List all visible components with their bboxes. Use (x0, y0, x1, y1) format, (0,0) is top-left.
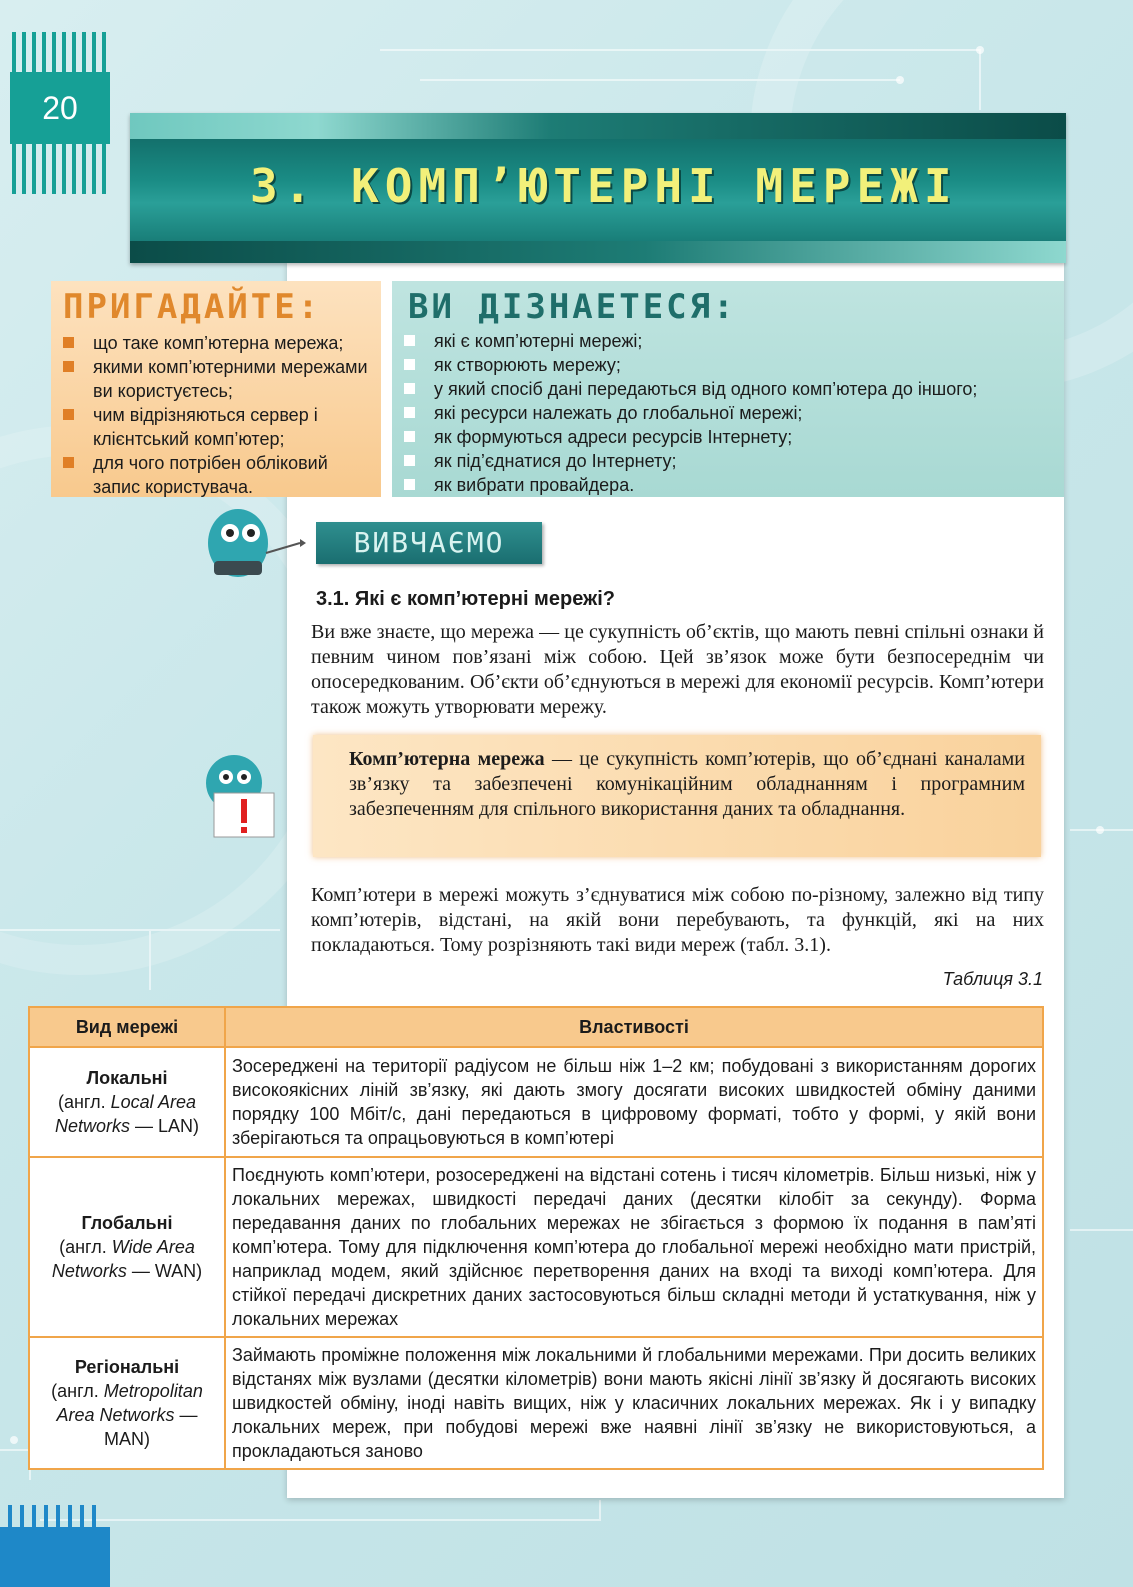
definition-text (349, 747, 1025, 822)
list-item: як створюють мережу; (402, 353, 1062, 377)
table-row (29, 1337, 1043, 1469)
definition-box (313, 735, 1041, 857)
table-row (29, 1047, 1043, 1157)
robot-mascot-icon (196, 503, 306, 595)
table-header-row (29, 1007, 1043, 1047)
column-header: Вид мережі (29, 1007, 225, 1047)
study-tag: ВИВЧАЄМО (316, 522, 542, 564)
list-item: які ресурси належать до глобальної мережі; (402, 401, 1062, 425)
column-header: Властивості (225, 1007, 1043, 1047)
chip-pins-top (10, 28, 110, 72)
definition-term: Комп’ютерна мережа (349, 748, 545, 770)
list-item: як під’єднатися до Інтернету; (402, 449, 1062, 473)
page-number: 20 (10, 72, 110, 144)
table-row (29, 1157, 1043, 1337)
chapter-title-banner (130, 113, 1066, 263)
chapter-title: 3. КОМП’ЮТЕРНІ МЕРЕЖІ (250, 159, 958, 213)
network-type-cell (29, 1157, 225, 1337)
section-heading: 3.1. Які є комп’ютерні мережі? (316, 588, 616, 610)
network-type-english: (англ. Local Area Networks — LAN) (54, 1092, 200, 1136)
title-bottom-strip (130, 241, 1066, 263)
chip-pins-bottom (10, 144, 110, 194)
chip-bottom-decoration (0, 1505, 110, 1587)
robot-exclamation-icon (200, 753, 280, 853)
network-type-name: Регіональні (74, 1357, 180, 1377)
remember-box (51, 281, 381, 497)
remember-list (61, 331, 379, 499)
paragraph: Комп’ютери в мережі можуть з’єднуватися між собою по-різному, залежно від типу комп’ютерів, відстані, на якій вони перебувають, та функцій, які на них покладаються. Тому розрізняють такі види мереж (табл. 3.1). (311, 884, 1044, 956)
list-item: як формуються адреси ресурсів Інтернету; (402, 425, 1062, 449)
definition-body: — це сукупність комп’ютерів, що об’єднані каналами зв’язку та забезпечені комунікаційним обладнанням і програмним забезпеченням для спільного використання даних та обладнання. (349, 748, 1025, 820)
network-properties-cell: Поєднують комп’ютери, розосереджені на відстані сотень і тисяч кілометрів. Більш низькі, ніж у локальних мережах, швидкості передачі даних (десятки кілобіт за секунду). Форма передавання даних по глобальних мережах не збігається з формою їх подання в пам’яті комп’ютера. Тому для підключення комп’ютера до глобальної мережі необхідно мати пристрій, наприклад модем, який здійснює перетворення даних на вході та виході комп’ютера. Для стійкої передачі дискретних даних застосовуються більш складні методи й устаткування, ніж у локальних мережах (225, 1157, 1043, 1337)
table-caption: Таблиця 3.1 (942, 969, 1043, 989)
list-item: як вибрати провайдера. (402, 473, 1062, 497)
network-type-name: Локальні (86, 1068, 168, 1088)
network-properties-cell: Займають проміжне положення між локальними й глобальними мережами. При досить великих відстанях між вузлами (десятки кілометрів) вони мають якісні лінії зв’язку й досягають високих швидкостей обміну, іноді навіть вищих, ніж у класичних локальних мережах. Як і у випадку локальних мереж, при побудові мережі вже наявні лінії зв’язку не використовуються, а прокладаються заново (225, 1337, 1043, 1469)
list-item: у який спосіб дані передаються від одного комп’ютера до іншого; (402, 377, 1062, 401)
list-item: для чого потрібен обліковий запис користувача. (61, 451, 379, 499)
list-item: якими комп’ютерними мережами ви користуєтесь; (61, 355, 379, 403)
list-item: чим відрізняються сервер і клієнтський комп’ютер; (61, 403, 379, 451)
remember-title: ПРИГАДАЙТЕ: (63, 287, 322, 327)
list-item: які є комп’ютерні мережі; (402, 329, 1062, 353)
learn-box (392, 281, 1064, 497)
network-type-name: Глобальні (81, 1213, 173, 1233)
title-top-strip (130, 113, 1066, 139)
network-properties-cell: Зосереджені на території радіусом не більш ніж 1–2 км; побудовані з використанням дорогих високоякісних ліній зв’язку, які дають змогу досягати високих швидкостей обміну даними порядку 100 Мбіт/с, дані передаються в цифровому форматі, тобто у формі, у якій вони зберігаються та опрацьовуються в комп’ютері (225, 1047, 1043, 1157)
paragraph: Ви вже знаєте, що мережа — це сукупність об’єктів, що мають певні спільні ознаки й певним чином пов’язані між собою. Цей зв’язок може бути безпосереднім чи опосередкованим. Об’єкти об’єднуються в мережі для економії ресурсів. Комп’ютери також можуть утворювати мережу. (311, 621, 1044, 718)
learn-list (402, 329, 1062, 497)
network-type-cell (29, 1047, 225, 1157)
network-types-table (28, 1006, 1044, 1470)
network-type-cell (29, 1337, 225, 1469)
network-type-english: (англ. Wide Area Networks — WAN) (51, 1237, 203, 1281)
network-type-english: (англ. Metropolitan Area Networks — MAN) (51, 1381, 203, 1449)
list-item: що таке комп’ютерна мережа; (61, 331, 379, 355)
learn-title: ВИ ДІЗНАЕТЕСЯ: (408, 287, 737, 327)
